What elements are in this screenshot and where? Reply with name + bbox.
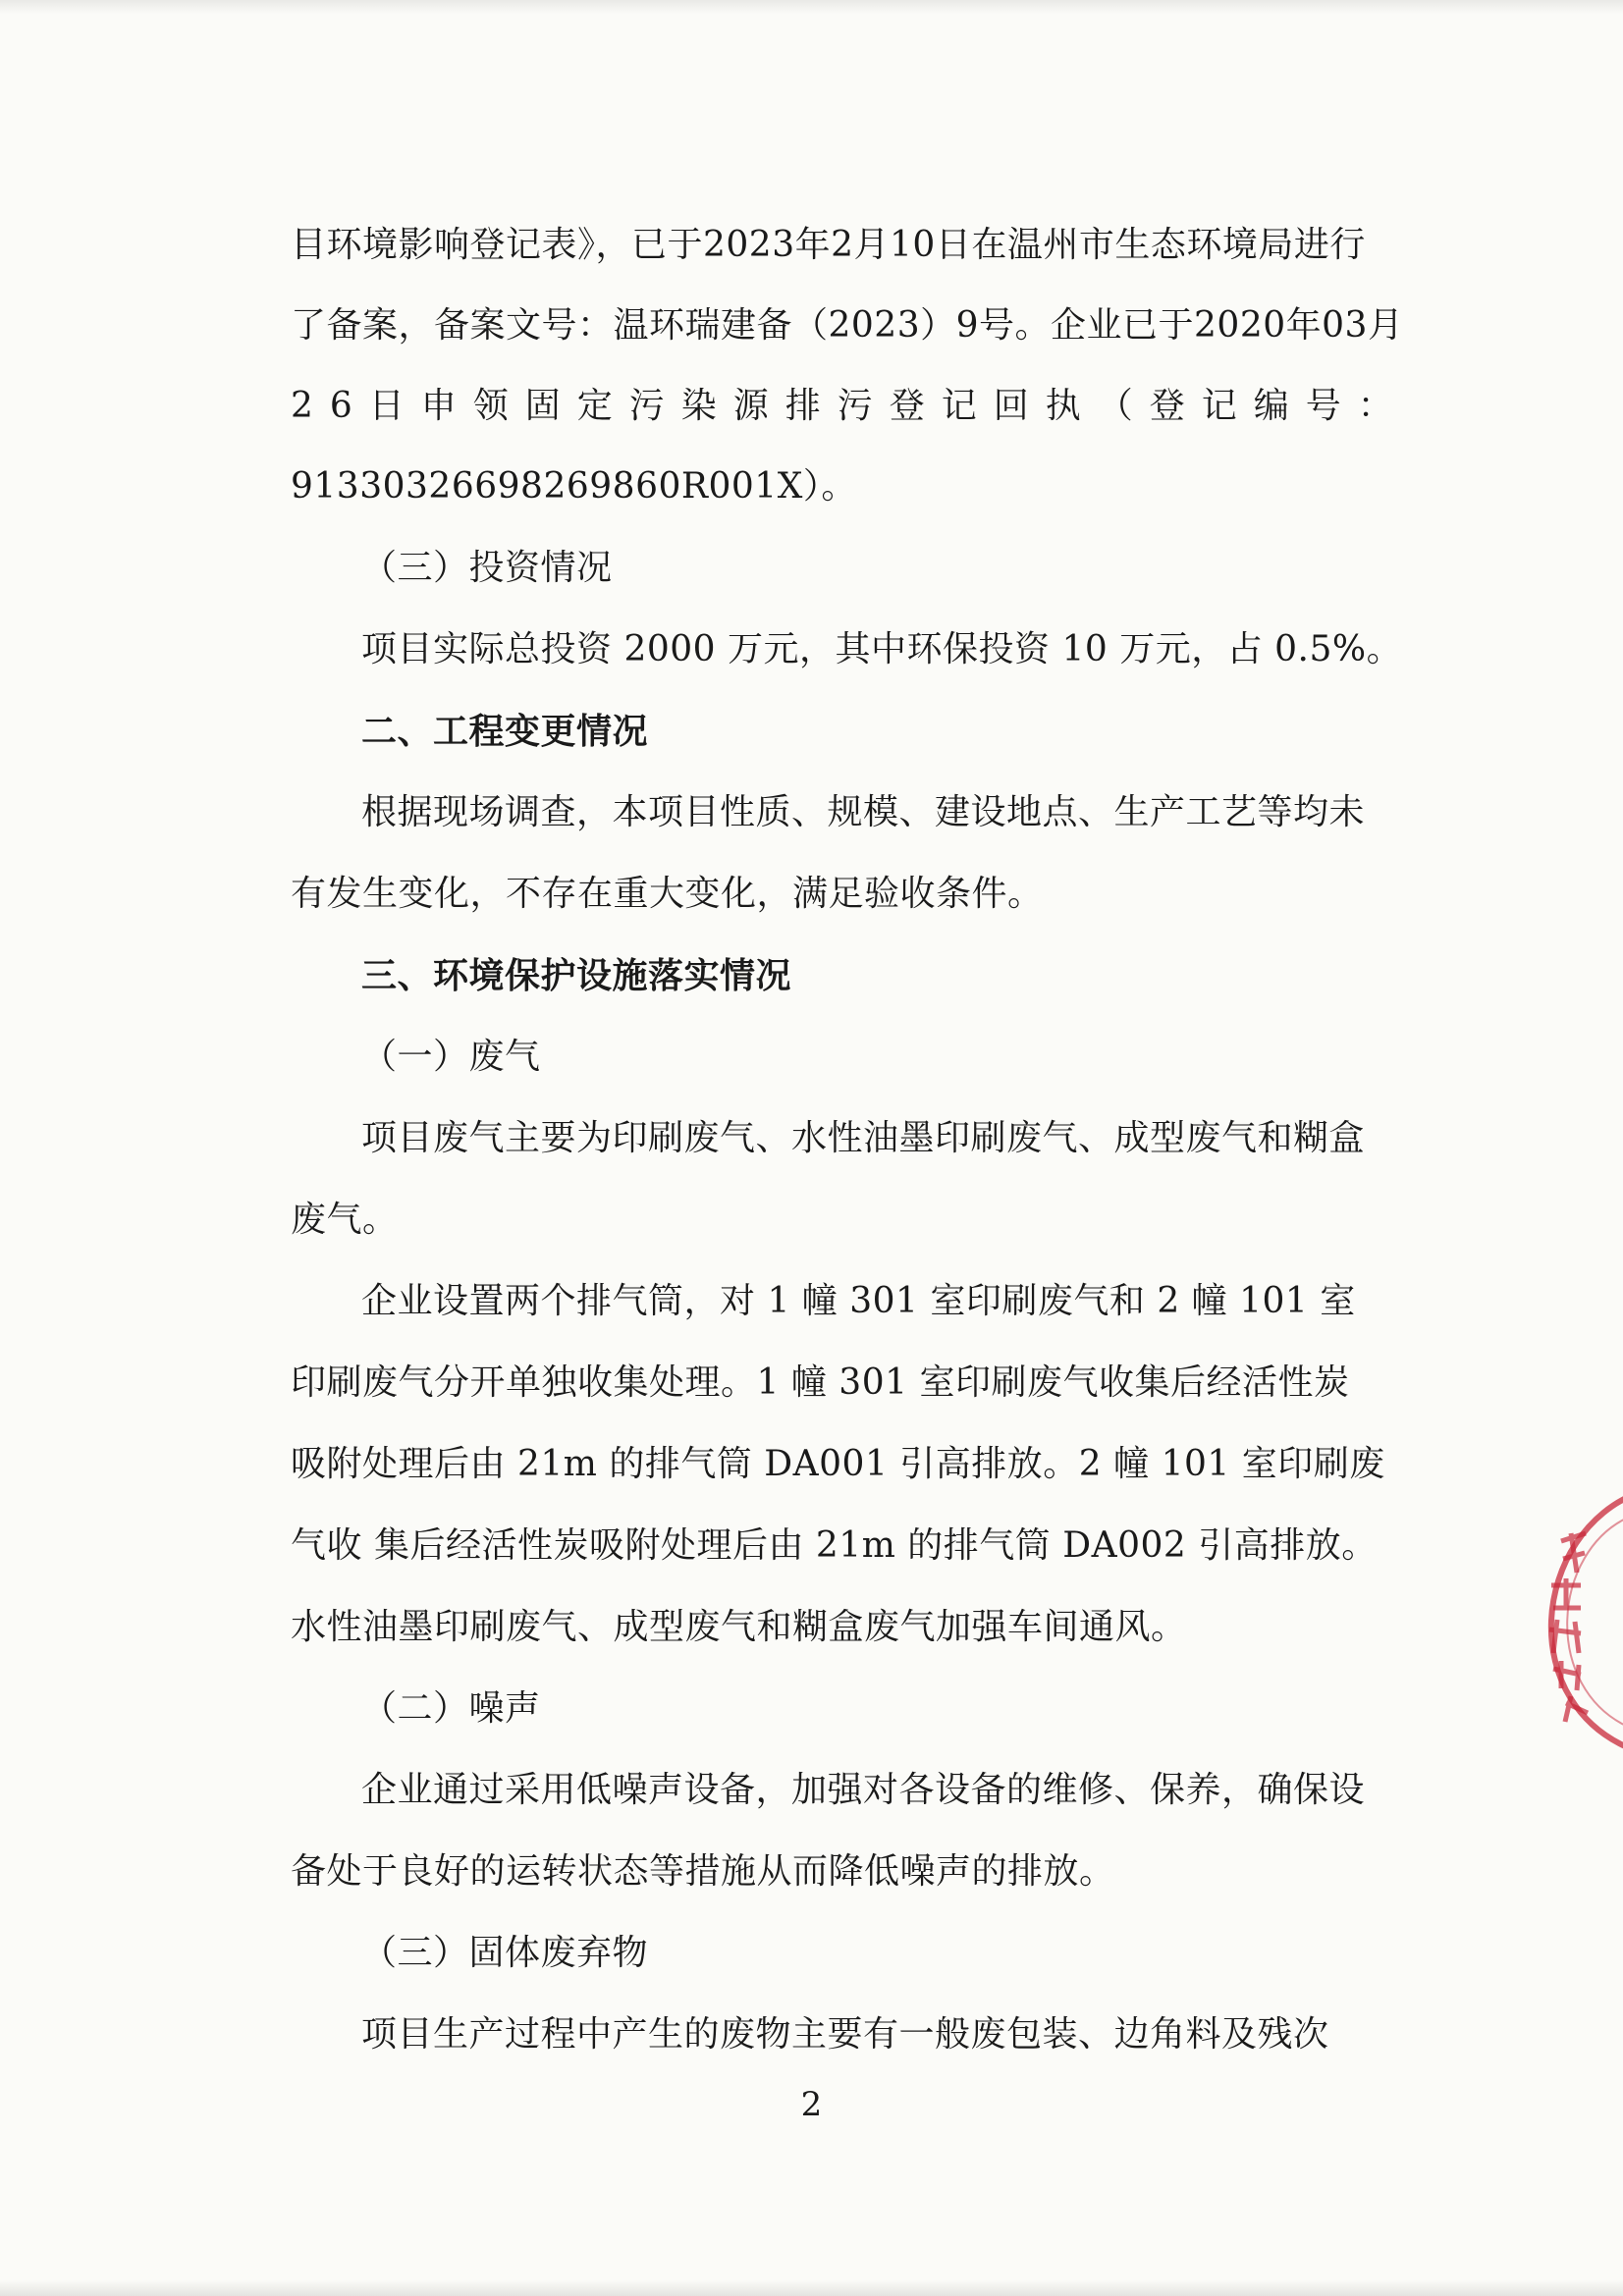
page-number: 2 <box>800 2085 823 2124</box>
text-line <box>291 367 1410 446</box>
text-span: 目环境影响登记表》，已于2023年2月10日在温州市生态环境局进行 <box>291 225 1366 265</box>
text-line <box>291 206 1366 285</box>
scan-top-edge <box>0 0 1623 14</box>
solid-waste-text: 项目生产过程中产生的废物主要有一般废包装、边角料及残次 <box>361 2014 1329 2055</box>
subheading-noise: （二）噪声 <box>361 1688 541 1729</box>
investment-text: 项目实际总投资 2000 万元，其中环保投资 10 万元，占 0.5%。 <box>361 629 1403 669</box>
text-line <box>291 287 1404 365</box>
scan-bottom-edge <box>0 2280 1623 2296</box>
gas-text-line: 印刷废气分开单独收集处理。1 幢 301 室印刷废气收集后经活性炭 <box>291 1362 1350 1403</box>
text-span: 了备案，备案文号：温环瑞建备（2023）9号。企业已于2020年03月 <box>291 305 1404 346</box>
gas-text-line: 企业设置两个排气筒，对 1 幢 301 室印刷废气和 2 幢 101 室 <box>361 1281 1356 1321</box>
text-span: 91330326698269860R001X）。 <box>291 466 857 507</box>
gas-text-line: 吸附处理后由 21m 的排气筒 DA001 引高排放。2 幢 101 室印刷废 <box>291 1444 1385 1484</box>
noise-text-line: 备处于良好的运转状态等措施从而降低噪声的排放。 <box>291 1851 1115 1892</box>
subheading-solid-waste: （三）固体废弃物 <box>361 1933 649 1973</box>
gas-text-line: 废气。 <box>291 1200 399 1240</box>
official-seal-stamp <box>1492 1472 1623 1767</box>
gas-text-line: 气收 集后经活性炭吸附处理后由 21m 的排气筒 DA002 引高排放。 <box>291 1525 1378 1566</box>
section-heading-environment: 三、环境保护设施落实情况 <box>361 955 792 996</box>
noise-text-line: 企业通过采用低噪声设备，加强对各设备的维修、保养，确保设 <box>361 1770 1366 1810</box>
change-text-line: 有发生变化，不存在重大变化，满足验收条件。 <box>291 874 1044 914</box>
gas-text-line: 水性油墨印刷废气、成型废气和糊盒废气加强车间通风。 <box>291 1607 1187 1647</box>
text-span: 26日申领固定污染源排污登记回执（登记编号： <box>291 386 1410 426</box>
section-heading-investment: （三）投资情况 <box>361 548 613 588</box>
section-heading-change: 二、工程变更情况 <box>361 711 649 752</box>
gas-text-line: 项目废气主要为印刷废气、水性油墨印刷废气、成型废气和糊盒 <box>361 1118 1366 1158</box>
text-line <box>291 448 1341 526</box>
subheading-waste-gas: （一）废气 <box>361 1037 541 1077</box>
change-text-line: 根据现场调查，本项目性质、规模、建设地点、生产工艺等均未 <box>361 792 1366 832</box>
